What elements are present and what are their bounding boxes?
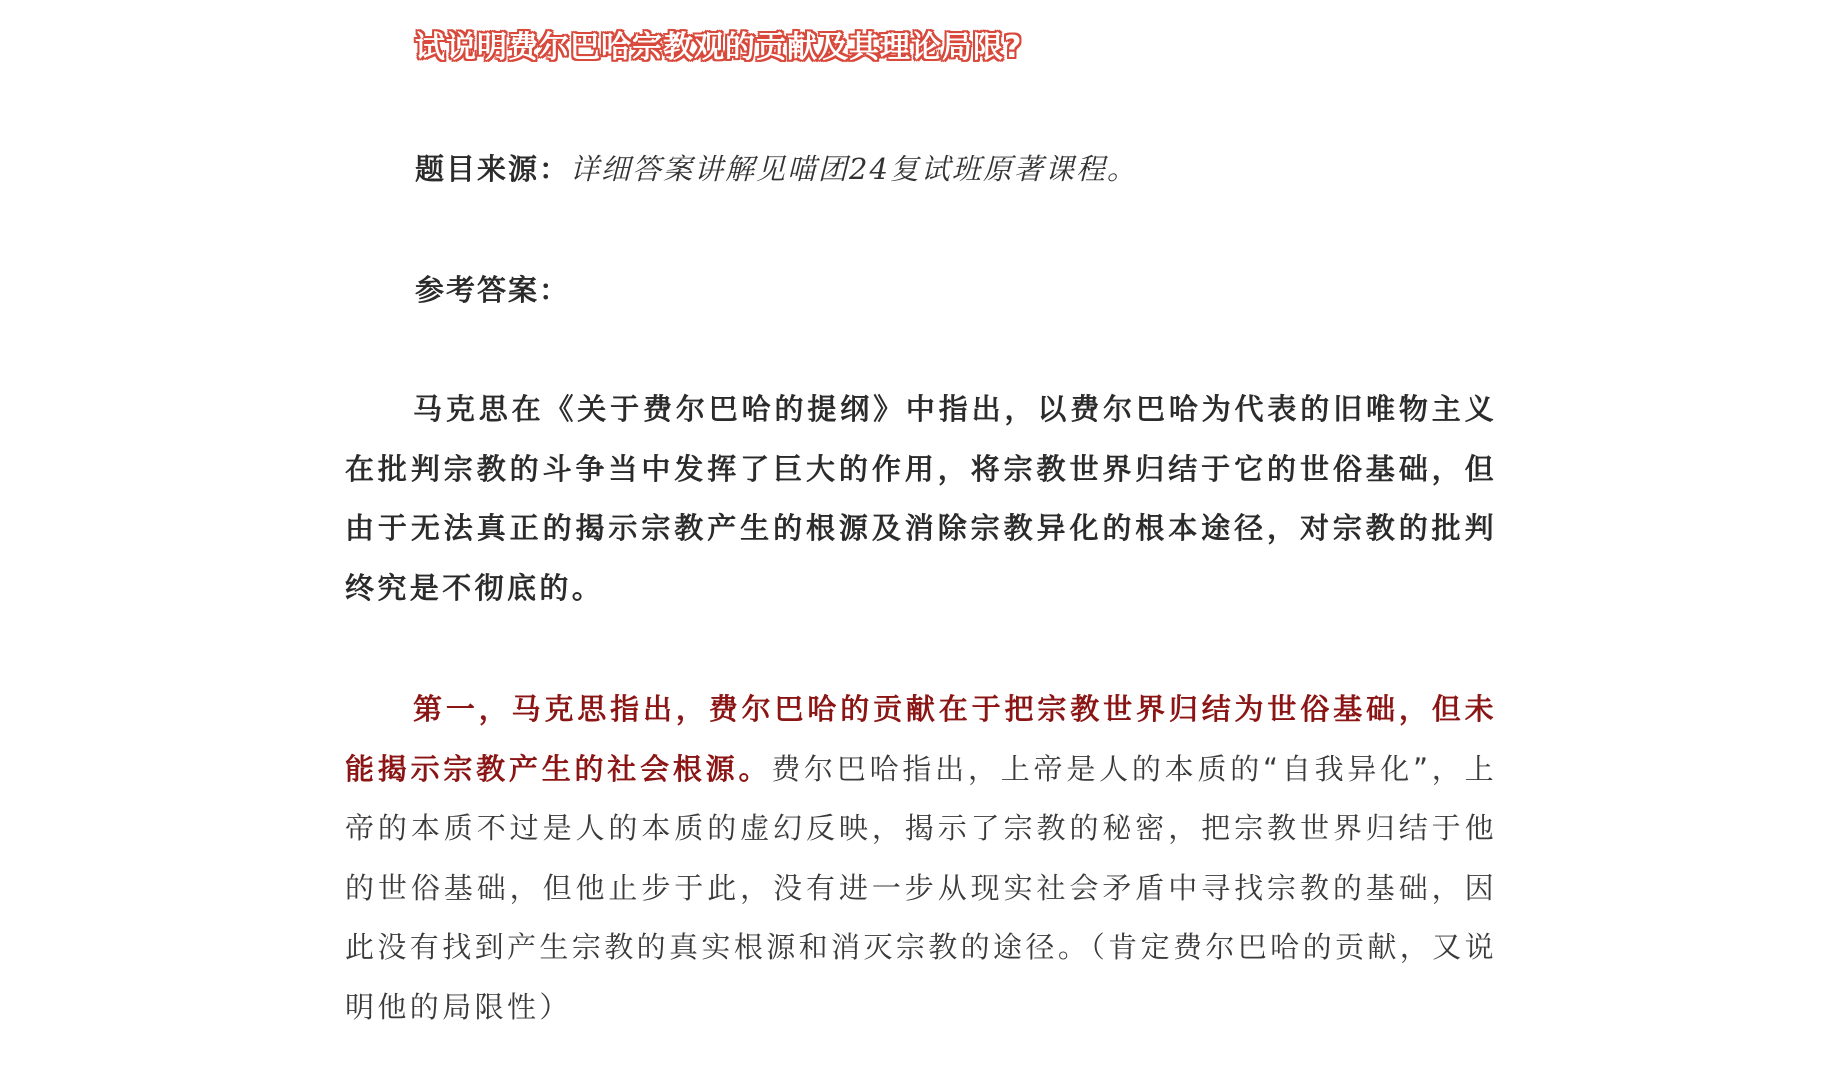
answer-paragraph-first-point xyxy=(345,680,1497,1037)
source-value: 详细答案讲解见喵团24复试班原著课程。 xyxy=(570,152,1138,186)
question-heading: 试说明费尔巴哈宗教观的贡献及其理论局限? xyxy=(415,30,1023,65)
answer-paragraph-intro: 马克思在《关于费尔巴哈的提纲》中指出，以费尔巴哈为代表的旧唯物主义在批判宗教的斗争当中发挥了巨大的作用，将宗教世界归结于它的世俗基础，但由于无法真正的揭示宗教产生的根源及消除宗教异化的根本途径，对宗教的批判终究是不彻底的。 xyxy=(345,392,1497,605)
source-label: 题目来源： xyxy=(415,152,571,186)
answer-label-text: 参考答案： xyxy=(415,273,571,307)
answer-label xyxy=(415,268,570,309)
question-source xyxy=(415,147,1138,188)
first-point-emphasis: 第一，马克思指出，费尔巴哈的贡献在于把宗教世界归结为世俗基础，但未能揭示宗教产生的社会根源。 xyxy=(345,692,1497,786)
first-point-body: 费尔巴哈指出，上帝是人的本质的“自我异化”，上帝的本质不过是人的本质的虚幻反映，揭示了宗教的秘密，把宗教世界归结于他的世俗基础，但他止步于此，没有进一步从现实社会矛盾中寻找宗教的基础，因此没有找到产生宗教的真实根源和消灭宗教的途径。（肯定费尔巴哈的贡献，又说明他的局限性） xyxy=(345,751,1497,1024)
